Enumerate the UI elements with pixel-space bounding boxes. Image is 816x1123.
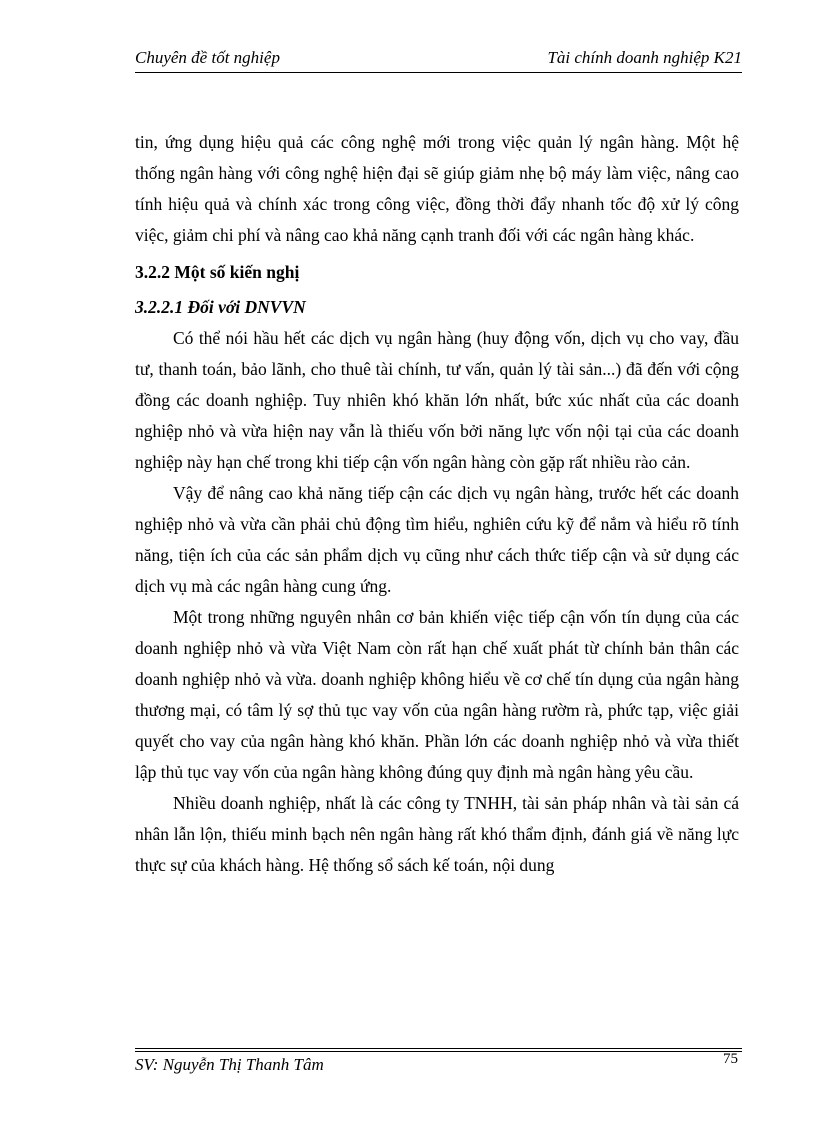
paragraph: Nhiều doanh nghiệp, nhất là các công ty TNHH, tài sản pháp nhân và tài sản cá nhân lẫn lộn, thiếu minh bạch nên ngân hàng rất khó thẩm định, đánh giá về năng lực thực sự của khách hàng. Hệ thống sổ sách kế toán, nội dung [135,793,739,875]
section-heading: 3.2.2 Một số kiến nghị [135,262,300,282]
header-left-title: Chuyên đề tốt nghiệp [135,48,280,67]
footer-divider-top [135,1048,742,1049]
page-footer [135,1053,742,1077]
paragraph-continuation: tin, ứng dụng hiệu quả các công nghệ mới trong việc quản lý ngân hàng. Một hệ thống ngân hàng với công nghệ hiện đại sẽ giúp giảm nhẹ bộ máy làm việc, nâng cao tính hiệu quả và chính xác trong công việc, đồng thời đẩy nhanh tốc độ xử lý công việc, giảm chi phí và nâng cao khả năng cạnh tranh đối với các ngân hàng khác. [135,132,739,245]
page-header [135,48,742,72]
header-divider [135,72,742,73]
header-right-title: Tài chính doanh nghiệp K21 [547,48,742,67]
paragraph: Vậy để nâng cao khả năng tiếp cận các dịch vụ ngân hàng, trước hết các doanh nghiệp nhỏ và vừa cần phải chủ động tìm hiểu, nghiên cứu kỹ để nắm và hiểu rõ tính năng, tiện ích của các sản phẩm dịch vụ cũng như cách thức tiếp cận và sử dụng các dịch vụ mà các ngân hàng cung ứng. [135,483,739,596]
page-body [135,127,739,881]
paragraph: Một trong những nguyên nhân cơ bản khiến việc tiếp cận vốn tín dụng của các doanh nghiệp nhỏ và vừa Việt Nam còn rất hạn chế xuất phát từ chính bản thân các doanh nghiệp nhỏ và vừa. doanh nghiệp không hiểu về cơ chế tín dụng của ngân hàng thương mại, có tâm lý sợ thủ tục vay vốn của ngân hàng rườm rà, phức tạp, việc giải quyết cho vay của ngân hàng khó khăn. Phần lớn các doanh nghiệp nhỏ và vừa thiết lập thủ tục vay vốn của ngân hàng không đúng quy định mà ngân hàng yêu cầu. [135,607,739,782]
footer-author: SV: Nguyễn Thị Thanh Tâm [135,1055,324,1074]
page-number: 75 [723,1051,738,1067]
paragraph: Có thể nói hầu hết các dịch vụ ngân hàng (huy động vốn, dịch vụ cho vay, đầu tư, thanh toán, bảo lãnh, cho thuê tài chính, tư vấn, quản lý tài sản...) đã đến với cộng đồng các doanh nghiệp. Tuy nhiên khó khăn lớn nhất, bức xúc nhất của các doanh nghiệp nhỏ và vừa hiện nay vẫn là thiếu vốn bởi năng lực vốn nội tại của các doanh nghiệp này hạn chế trong khi tiếp cận vốn ngân hàng còn gặp rất nhiều rào cản. [135,328,739,472]
footer-divider-bottom [135,1051,742,1052]
subsection-heading: 3.2.2.1 Đối với DNVVN [135,297,306,317]
